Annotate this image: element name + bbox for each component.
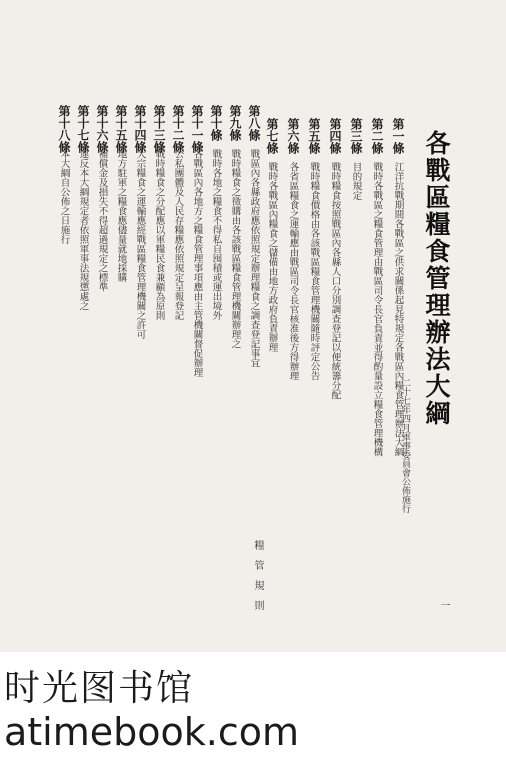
- article-label: 第十六條: [95, 105, 109, 153]
- article-label: 第七條: [265, 118, 279, 154]
- article-label: 第三條: [349, 118, 363, 154]
- article-text: 目的規定: [350, 162, 362, 200]
- article-text: 戰區內各縣政府應依照規定辦理糧食之調查登記事宜: [248, 149, 260, 368]
- article-label: 第一條: [391, 118, 405, 154]
- article-label: 第九條: [228, 105, 242, 141]
- watermark-url: atimebook.com: [4, 710, 300, 754]
- article-label: 第十四條: [133, 105, 147, 153]
- article-text: 江洋抗戰期間各戰區之供求關係起見特規定各戰區內糧食管理辦法大綱: [392, 162, 404, 457]
- watermark-site-name: 时光图书馆: [4, 668, 195, 709]
- article-label: 第十二條: [171, 105, 185, 153]
- article-label: 第二條: [370, 118, 384, 154]
- article-text: 戰時糧食按照戰區內各縣人口分別調查登記以便統籌分配: [329, 162, 341, 400]
- article-label: 第十一條: [190, 105, 204, 153]
- article-text: 本大綱自公佈之日施行: [58, 149, 70, 244]
- article-text: 地方駐軍之糧食應儘量就地採購: [115, 149, 127, 282]
- article-label: 第十三條: [152, 105, 166, 153]
- article-text: 違反本大綱規定者依照軍事法規懲處之: [77, 149, 89, 311]
- article-text: 戰時各戰區之糧食管理由戰區司令長官負責並得酌量設立糧食管理機構: [371, 162, 383, 457]
- article-text: 公私團體及人民存糧應依照規定呈報登記: [172, 149, 184, 320]
- document-title: 各戰區糧食管理辦法大綱: [422, 130, 451, 427]
- page-number: 一: [438, 600, 449, 610]
- article-label: 第十八條: [57, 105, 71, 153]
- article-label: 第四條: [328, 118, 342, 154]
- article-label: 第五條: [307, 118, 321, 154]
- article-label: 第十條: [209, 105, 223, 141]
- article-label: 第八條: [247, 105, 261, 141]
- article-text: 各戰區內各地方之糧食管理事項應由主管機關督促辦理: [191, 149, 203, 377]
- article-text: 大宗糧食之運輸應經戰區糧食管理機關之許可: [134, 149, 146, 339]
- article-text: 戰時各地之糧食不得私自囤積或運出境外: [210, 149, 222, 320]
- article-text: 戰時各戰區內糧食之儲備由地方政府負責辦理: [266, 162, 278, 352]
- article-text: 補償金及損失不得超過規定之標準: [96, 149, 108, 292]
- footer-text: 糧 管 規 則: [252, 540, 263, 610]
- article-text: 戰時糧食之分配應以軍糧民食兼顧為原則: [153, 149, 165, 320]
- article-label: 第六條: [286, 118, 300, 154]
- article-label: 第十七條: [76, 105, 90, 153]
- article-text: 戰時糧食之徵購由各該戰區糧食管理機關辦理之: [229, 149, 241, 349]
- article-text: 戰時糧食價格由各該戰區糧食管理機關隨時評定公告: [308, 162, 320, 381]
- article-text: 各省區糧食之運輸應由戰區司令長官核准後方得辦理: [287, 162, 299, 381]
- document-subtitle: 二十七年四月軍事委員會公佈施行: [400, 378, 410, 513]
- article-label: 第十五條: [114, 105, 128, 153]
